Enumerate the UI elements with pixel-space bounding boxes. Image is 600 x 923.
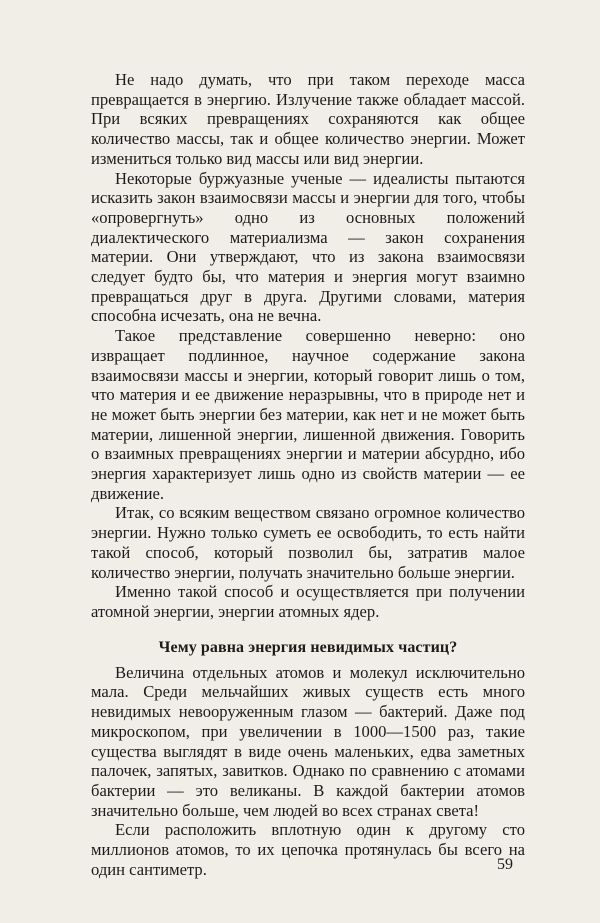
page-number: 59 xyxy=(497,856,513,873)
paragraph-atom-chain: Если расположить вплотную один к другому сто миллионов атомов, то их цепочка протянулась бы всего на один сантиметр. xyxy=(91,820,525,879)
paragraph-mass-radiation: Не надо думать, что при таком переходе масса превращается в энергию. Излучение также обладает массой. При всяких превращениях сохраняются как общее количество массы, так и общее количество энергии. Может измениться только вид массы или вид энергии. xyxy=(91,70,525,168)
paragraph-idealists: Некоторые буржуазные ученые — идеалисты пытаются исказить закон взаимосвязи массы и энергии для того, чтобы «опровергнуть» одно из основных положений диалектического материализма — закон сохранения материи. Они утверждают, что из закона взаимосвязи следует будто бы, что материя и энергия могут взаимно превращаться друг в друга. Другими словами, материя способна исчезать, она не вечна. xyxy=(91,168,525,326)
paragraph-atom-size: Величина отдельных атомов и молекул исключительно мала. Среди мельчайших живых существ есть много невидимых невооруженным глазом — бактерий. Даже под микроскопом, при увеличении в 1000—1500 раз, такие существа выглядят в виде очень маленьких, едва заметных палочек, запятых, завитков. Однако по сравнению с атомами бактерии — это великаны. В каждой бактерии атомов значительно больше, чем людей во всех странах света! xyxy=(91,662,525,820)
section-heading: Чему равна энергия невидимых частиц? xyxy=(158,638,458,656)
paragraph-energy-release: Итак, со всяким веществом связано огромное количество энергии. Нужно только суметь ее освободить, то есть найти такой способ, который позволил бы, затратив малое количество энергии, получать значительно больше энергии. xyxy=(91,503,525,582)
page-text xyxy=(91,70,525,879)
paragraph-wrong-view: Такое представление совершенно неверно: оно извращает подлинное, научное содержание закона взаимосвязи массы и энергии, который говорит лишь о том, что материя и ее движение неразрывны, что в природе нет и не может быть энергии без материи, как нет и не может быть материи, лишенной энергии, лишенной движения. Говорить о взаимных превращениях энергии и материи абсурдно, ибо энергия характеризует лишь одно из свойств материи — ее движение. xyxy=(91,326,525,503)
paragraph-atomic-energy: Именно такой способ и осуществляется при получении атомной энергии, энергии атомных ядер. xyxy=(91,582,525,621)
